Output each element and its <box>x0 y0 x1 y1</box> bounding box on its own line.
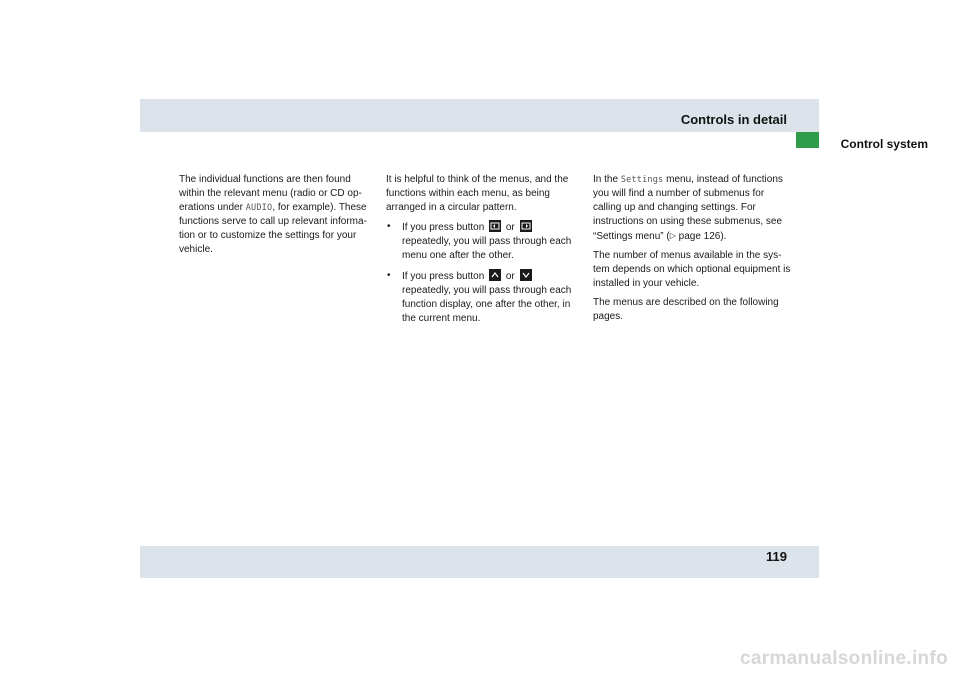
menu-name-settings: Settings <box>620 175 664 185</box>
paragraph: The individual functions are then found within the relevant menu (radio or CD op-erations under AUDIO, for example). These functions serve to call up relevant informa-tion or to customize the settings for your vehicle. <box>179 174 367 255</box>
paragraph: The number of menus available in the sys-tem depends on which optional equipment is installed in your vehicle. <box>593 250 791 289</box>
menu-name-audio: AUDIO <box>245 203 273 213</box>
text-column-3 <box>593 173 793 329</box>
header-band <box>140 99 819 132</box>
bullet-marker: • <box>387 221 391 232</box>
section-tab-marker <box>796 132 819 148</box>
menu-right-button-icon <box>520 220 532 232</box>
text-column-2 <box>386 173 584 332</box>
paragraph: In the Settings menu, instead of functions you will find a number of submenus for calling up and changing settings. For instructions on using these submenus, see “Settings menu” (▷ page 126). <box>593 174 783 242</box>
page-number: 119 <box>766 549 787 564</box>
up-button-icon <box>489 269 501 281</box>
list-item: • If you press button or repeatedly, you will pass through each function display, one after the other, in the current menu. <box>387 270 572 324</box>
text-column-1 <box>179 173 374 262</box>
paragraph: The menus are described on the following pages. <box>593 297 779 322</box>
section-title: Controls in detail <box>680 112 787 127</box>
watermark: carmanualsonline.info <box>740 648 948 669</box>
down-button-icon <box>520 269 532 281</box>
menu-left-button-icon <box>489 220 501 232</box>
page-reference-icon: ▷ <box>669 231 676 240</box>
footer-band <box>140 546 819 578</box>
list-item: • If you press button or repeatedly, you will pass through each menu one after the other. <box>387 221 572 261</box>
bullet-marker: • <box>387 270 391 281</box>
section-subtitle: Control system <box>840 137 928 151</box>
paragraph: It is helpful to think of the menus, and the functions within each menu, as being arranged in a circular pattern. <box>386 174 569 213</box>
